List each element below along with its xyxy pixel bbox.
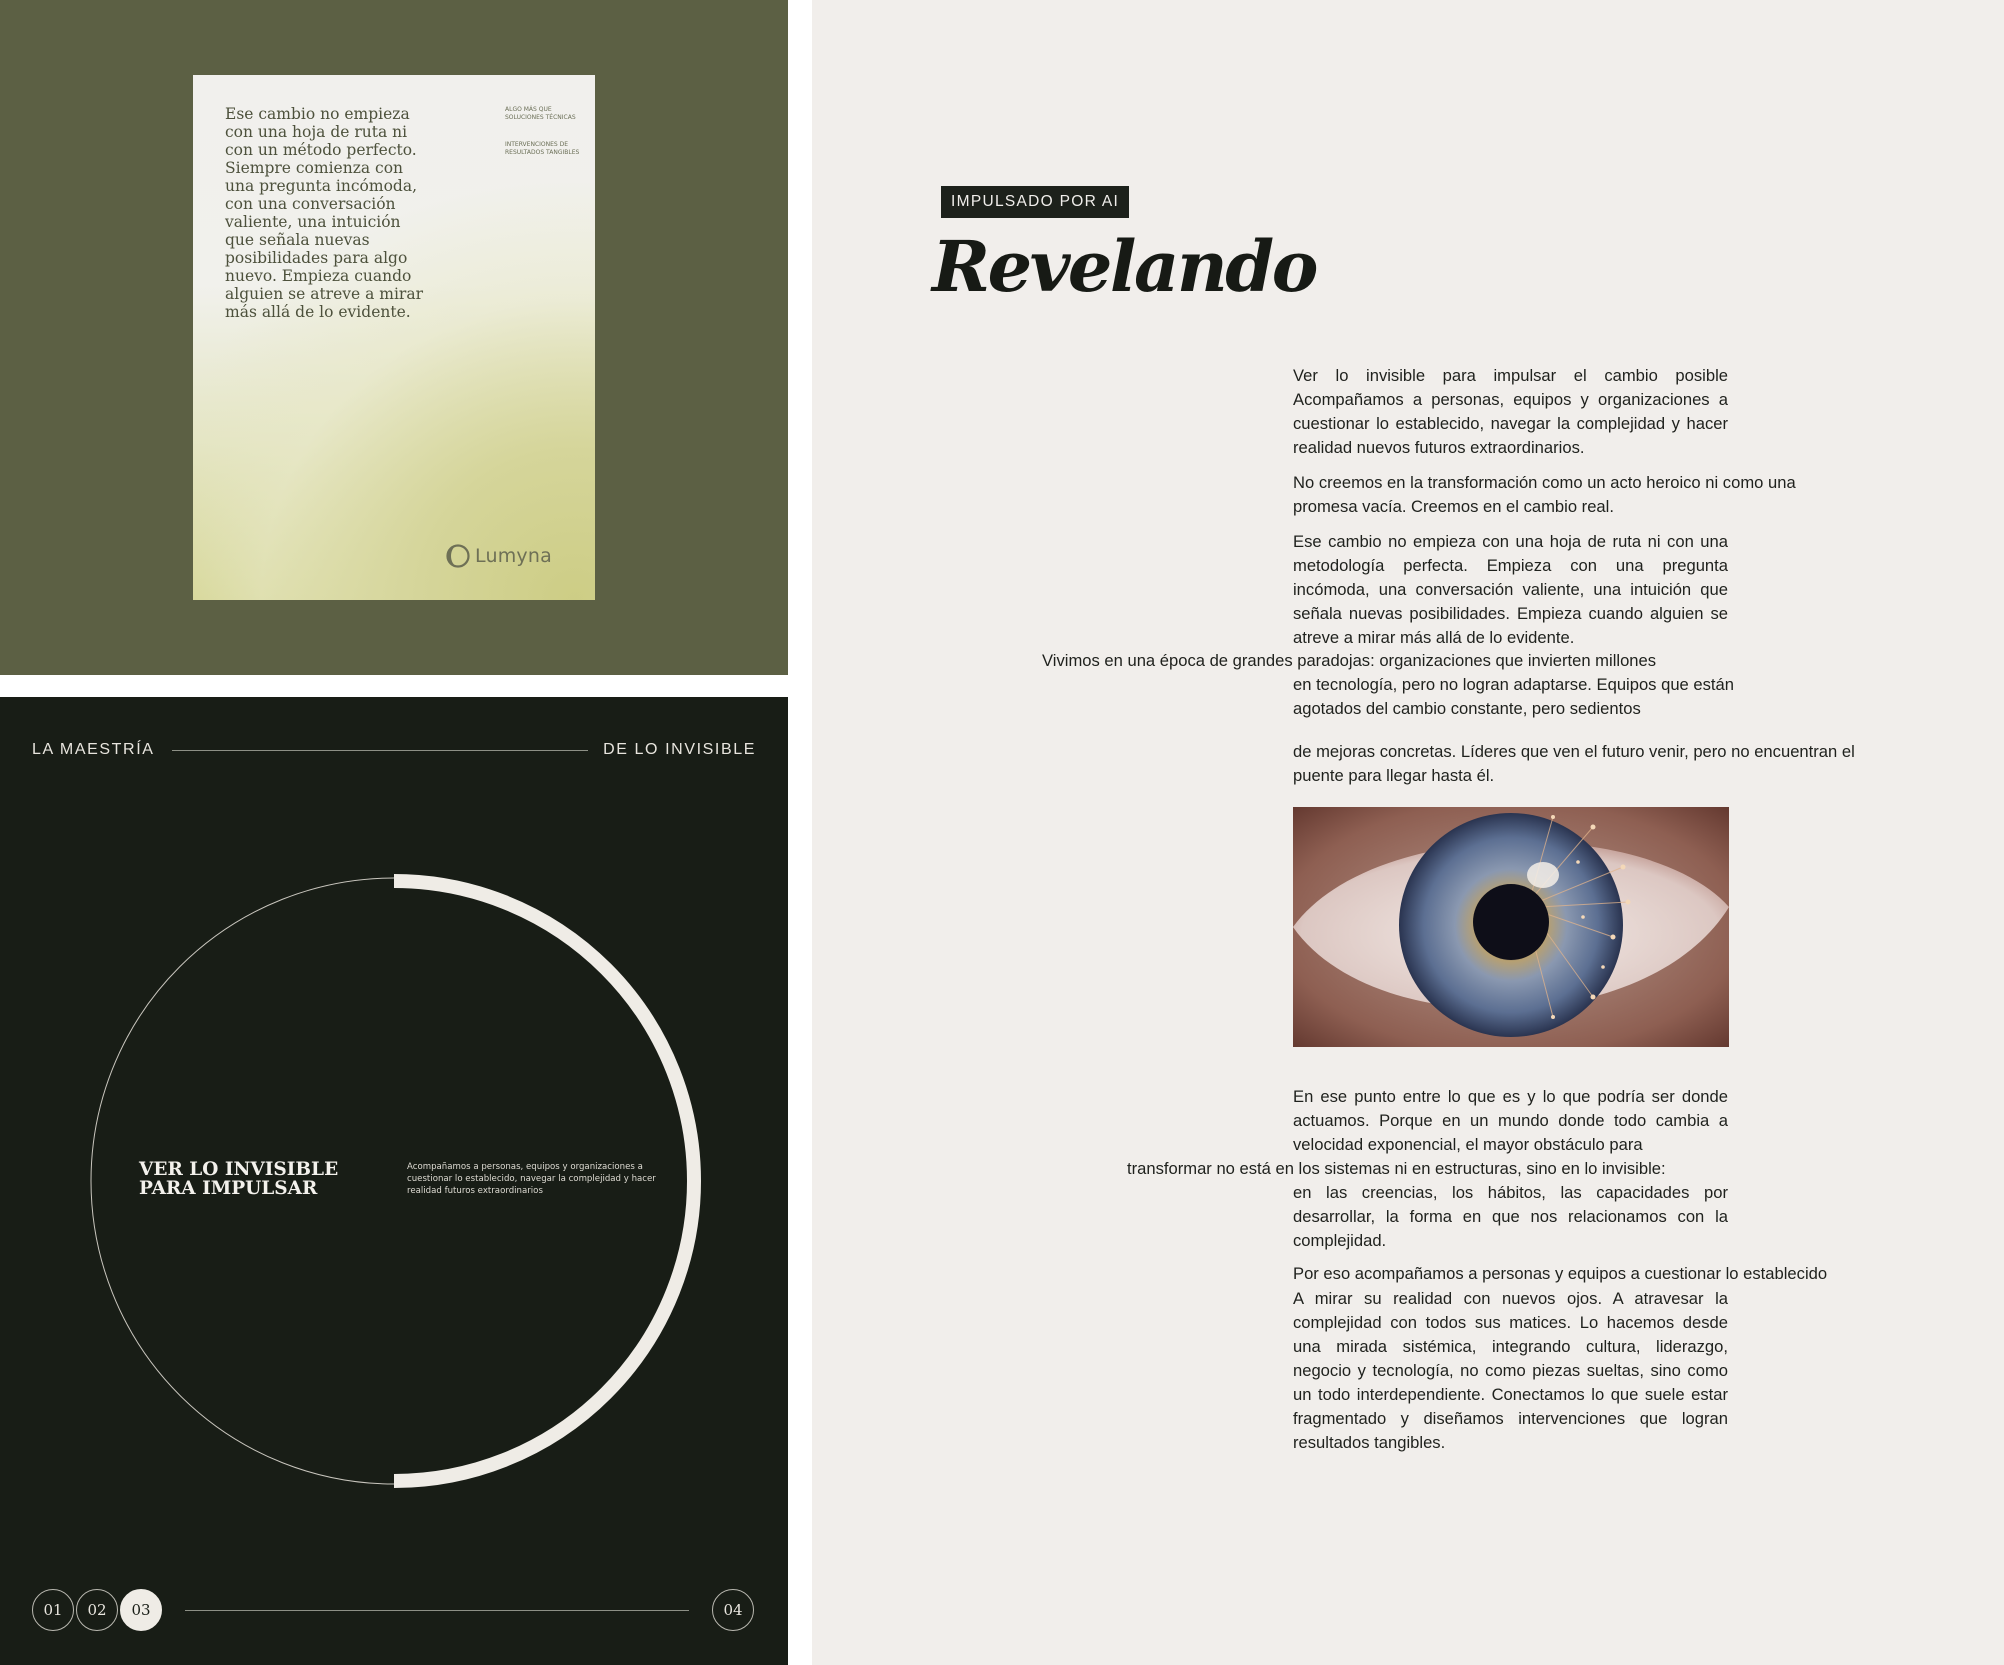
ring-title: VER LO INVISIBLE PARA IMPULSAR	[139, 1159, 339, 1199]
logo-wordmark: Lumyna	[475, 545, 552, 567]
page-button-02[interactable]: 02	[76, 1589, 118, 1631]
paragraph-approach: A mirar su realidad con nuevos ojos. A atravesar la complejidad con todos sus matices. Lo hacemos desde una mirada sistémica, integrando cultura, liderazgo, negocio y tecnología, no como piezas sueltas, sino como un todo interdependiente. Conectamos lo que suele estar fragmentado y diseñamos intervenciones que logran resultados tangibles.	[1293, 1289, 1728, 1452]
paragraph-action: En ese punto entre lo que es y lo que podría ser donde actuamos. Porque en un mundo donde todo cambia a velocidad exponencial, el mayor obstáculo para	[1293, 1087, 1728, 1154]
eye-image	[1293, 807, 1729, 1047]
paragraph-intro: Ver lo invisible para impulsar el cambio posible Acompañamos a personas, equipos y organizaciones a cuestionar lo establecido, navegar la complejidad y hacer realidad nuevos futuros extraordinarios.	[1293, 366, 1728, 457]
page-button-01[interactable]: 01	[32, 1589, 74, 1631]
header-right-label: DE LO INVISIBLE	[603, 741, 756, 758]
crescent-logo-icon	[446, 544, 470, 568]
paragraph-belief: No creemos en la transformación como un acto heroico ni como una promesa vacía. Creemos en el cambio real.	[1293, 473, 1796, 516]
cover-panel	[0, 0, 788, 675]
paragraph-paradox: en tecnología, pero no logran adaptarse. Equipos que están agotados del cambio constante, pero sedientos	[1293, 675, 1734, 718]
page-title: Revelando	[932, 225, 1316, 308]
paragraph-paradox-line: Vivimos en una época de grandes paradojas: organizaciones que invierten millones	[1042, 651, 1657, 670]
cover-card	[193, 75, 595, 600]
paragraph-accompany-line: Por eso acompañamos a personas y equipos a cuestionar lo establecido	[1293, 1264, 1828, 1283]
cover-tag: ALGO MÁS QUE SOLUCIONES TÉCNICAS	[505, 106, 576, 121]
cover-quote: Ese cambio no empieza con una hoja de ruta ni con un método perfecto. Siempre comienza con una pregunta incómoda, con una conversación valiente, una intuición que señala nuevas posibilidades para algo nuevo. Empieza cuando alguien se atreve a mirar más allá de lo evidente.	[225, 105, 423, 321]
half-ring-graphic	[0, 697, 788, 1665]
pager-divider	[185, 1610, 689, 1611]
paragraph-invisible-line: transformar no está en los sistemas ni en estructuras, sino en lo invisible:	[1127, 1159, 1666, 1178]
document-panel	[812, 0, 2004, 1665]
dark-panel	[0, 697, 788, 1665]
cover-tag: INTERVENCIONES DE RESULTADOS TANGIBLES	[505, 141, 580, 156]
page-button-03-active[interactable]: 03	[120, 1589, 162, 1631]
page-button-04[interactable]: 04	[712, 1589, 754, 1631]
ring-text: Acompañamos a personas, equipos y organizaciones a cuestionar lo establecido, navegar la complejidad y hacer realidad futuros extraordinarios	[407, 1162, 656, 1196]
header-left-label: LA MAESTRÍA	[32, 741, 155, 758]
lumyna-logo	[446, 544, 552, 568]
paragraph-leaders: de mejoras concretas. Líderes que ven el futuro venir, pero no encuentran el puente para llegar hasta él.	[1293, 742, 1855, 785]
paragraph-change: Ese cambio no empieza con una hoja de ruta ni con una metodología perfecta. Empieza con una pregunta incómoda, una conversación valiente, una intuición que señala nuevas posibilidades. Empieza cuando alguien se atreve a mirar más allá de lo evidente.	[1293, 532, 1728, 647]
ai-badge: IMPULSADO POR AI	[941, 186, 1129, 218]
paragraph-beliefs: en las creencias, los hábitos, las capacidades por desarrollar, la forma en que nos relacionamos con la complejidad.	[1293, 1183, 1728, 1250]
